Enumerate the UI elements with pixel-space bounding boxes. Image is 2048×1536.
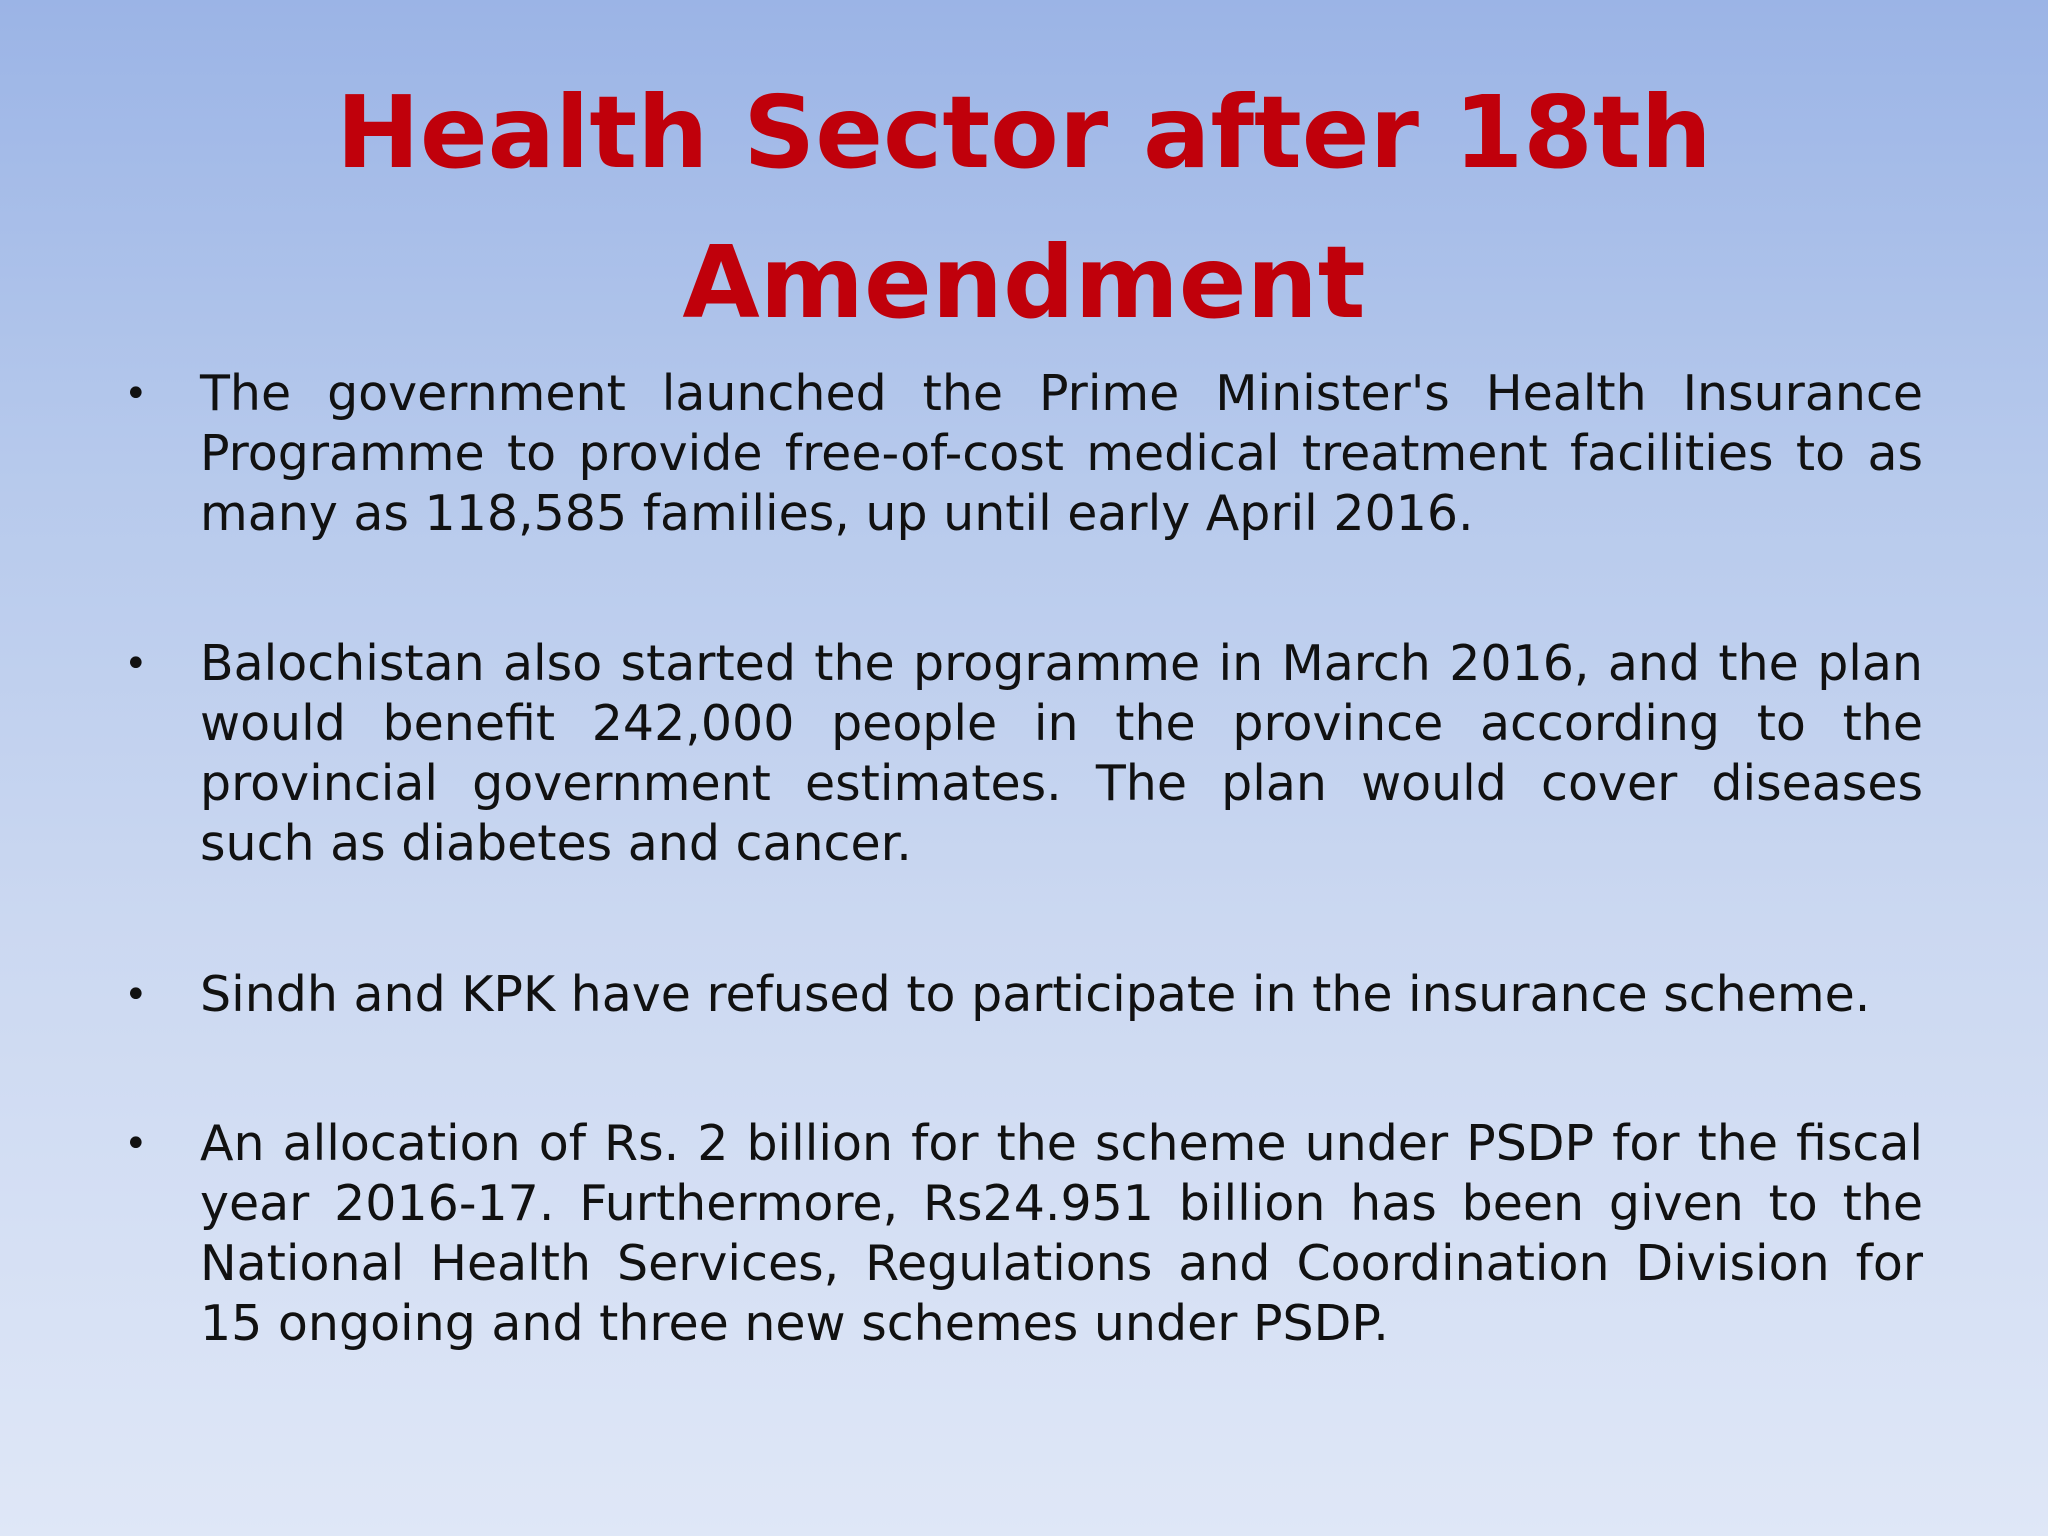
bullet-marker: • (124, 1121, 148, 1167)
bullet-marker: • (124, 972, 148, 1018)
bullet-marker: • (124, 641, 148, 687)
bullet-text: The government launched the Prime Minister's Health Insurance Programme to provide free-of-cost medical treatment facilities to as many as 118,585 families, up until early April 2016. (200, 365, 1923, 542)
bullet-text: An allocation of Rs. 2 billion for the scheme under PSDP for the fiscal year 2016-17. Furthermore, Rs24.951 billion has been given to the National Health Services, Regulations and Coordination Division for 15 ongoing and three new schemes under PSDP. (200, 1115, 1923, 1352)
slide-title: Health Sector after 18th Amendment (336, 74, 1712, 341)
bullet-text: Sindh and KPK have refused to participate in the insurance scheme. (200, 966, 1871, 1023)
bullet-item-allocation (124, 1114, 1923, 1354)
bullet-item-insurance-programme (124, 364, 1923, 544)
bullet-item-balochistan (124, 634, 1923, 874)
bullet-item-sindh-kpk (124, 965, 1923, 1025)
bullet-text: Balochistan also started the programme in March 2016, and the plan would benefit 242,000 people in the province according to the provincial government estimates. The plan would cover diseases such as diabetes and cancer. (200, 635, 1923, 872)
bullet-marker: • (124, 371, 148, 417)
